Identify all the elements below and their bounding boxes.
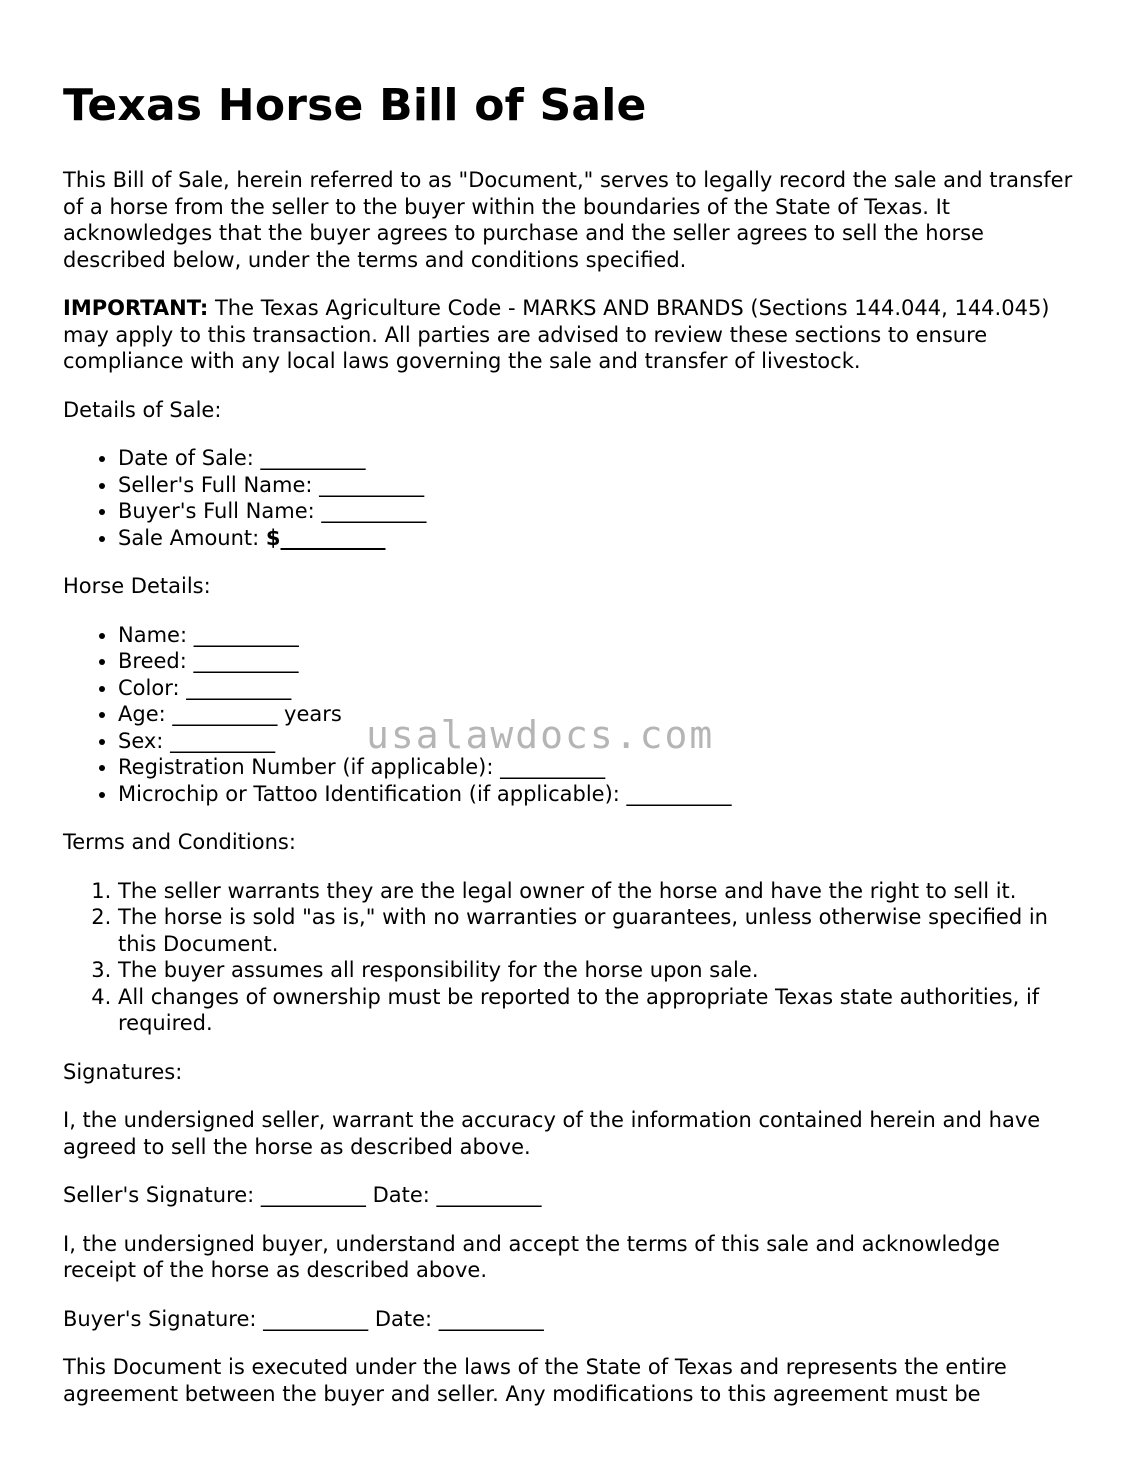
field-label: Registration Number (if applicable): [118,755,501,779]
blank-line: __________ [626,781,732,806]
list-item [118,728,1073,755]
blank-line: __________ [321,499,427,523]
list-item [118,525,1073,552]
list-item [118,781,1073,808]
blank-line: __________ [319,472,425,497]
list-item [118,445,1073,472]
terms-heading: Terms and Conditions: [63,830,296,854]
important-notice [63,295,1073,375]
document-page [63,78,1073,1429]
list-item: 1. The seller warrants they are the legal owner of the horse and have the right to sell it. [118,878,1073,905]
buyer-signature-line: Buyer's Signature: __________ Date: __________ [63,1306,544,1331]
field-label: Breed: [118,649,194,673]
horse-details-heading: Horse Details: [63,574,211,598]
field-label: Buyer's Full Name: [118,499,322,523]
list-item [118,622,1073,649]
intro-paragraph: This Bill of Sale, herein referred to as "Document," serves to legally record the sale and transfer of a horse from the seller to the buyer within the boundaries of the State of Texas. It acknowledges that the buyer agrees to purchase and the seller agrees to sell the horse described below, under the terms and conditions specified. [63,168,1073,272]
seller-signature-line: Seller's Signature: __________ Date: __________ [63,1183,542,1207]
list-item [118,648,1073,675]
list-item: 2. The horse is sold "as is," with no warranties or guarantees, unless otherwise specified in this Document. [118,904,1073,957]
watermark: usalawdocs.com [366,713,715,757]
sale-details-heading: Details of Sale: [63,397,222,422]
document-title: Texas Horse Bill of Sale [63,80,647,131]
buyer-statement: I, the undersigned buyer, understand and accept the terms of this sale and acknowledge receipt of the horse as described above. [63,1231,1000,1282]
field-label: Age: [118,702,173,726]
important-label: IMPORTANT: [63,296,209,320]
list-item: 4. All changes of ownership must be reported to the appropriate Texas state authorities, if required. [118,984,1073,1037]
list-item [118,754,1073,781]
list-item: 3. The buyer assumes all responsibility for the horse upon sale. [118,957,1073,984]
list-item [118,472,1073,499]
horse-details-list [63,622,1073,808]
signatures-heading: Signatures: [63,1059,183,1084]
closing-paragraph: This Document is executed under the laws of the State of Texas and represents the entire agreement between the buyer and seller. Any modifications to this agreement must be [63,1355,1007,1406]
blank-line: __________ [193,622,299,647]
terms-list [63,878,1073,1037]
sale-amount-blank: $__________ [265,525,386,550]
field-label: Sex: [118,728,171,753]
blank-line: __________ [172,702,278,726]
blank-line: __________ [186,675,292,700]
field-label: Microchip or Tattoo Identification (if applicable): [118,781,627,806]
field-label: Sale Amount: [118,525,266,550]
list-item [118,675,1073,702]
field-label: Date of Sale: [118,446,261,470]
sale-details-list [63,445,1073,551]
blank-line: __________ [193,649,299,673]
blank-line: __________ [170,728,276,753]
field-label: Color: [118,675,187,700]
blank-line: __________ [500,755,606,779]
important-text: The Texas Agriculture Code - MARKS AND BRANDS (Sections 144.044, 144.045) may apply to this transaction. All parties are advised to review these sections to ensure compliance with any local laws governing the sale and transfer of livestock. [63,296,1050,373]
list-item [118,701,1073,728]
blank-line: __________ [260,446,366,470]
seller-statement: I, the undersigned seller, warrant the accuracy of the information contained herein and have agreed to sell the horse as described above. [63,1108,1041,1159]
field-label: Name: [118,622,194,647]
list-item [118,498,1073,525]
field-suffix: years [277,702,342,726]
field-label: Seller's Full Name: [118,472,320,497]
